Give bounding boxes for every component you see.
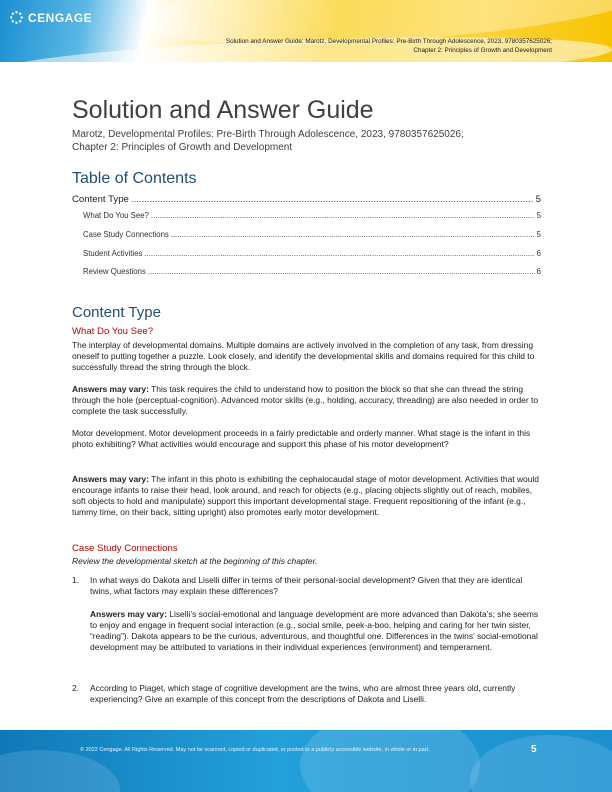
toc-leader bbox=[148, 267, 535, 276]
toc-page: 5 bbox=[535, 194, 541, 205]
page-title: Solution and Answer Guide bbox=[72, 96, 374, 124]
running-header-line2: Chapter 2: Principles of Growth and Development bbox=[413, 47, 552, 54]
answer-text: The infant in this photo is exhibiting the cephalocaudal stage of motor development. Activities that would encourage infants to raise their head, look around, and reach for objects (e.g., placing objects slightly out of reach, mobiles, soft objects to hold and manipulate) support this important developmental stage. Frequent repositioning of the infant (e.g., tummy time, on their back, sitting upright) also promotes early motor development. bbox=[72, 474, 540, 518]
list-item-question-2 bbox=[72, 683, 542, 705]
list-number: 2. bbox=[72, 683, 80, 693]
section-heading-content-type: Content Type bbox=[72, 304, 161, 321]
subheading-what-do-you-see: What Do You See? bbox=[72, 326, 154, 337]
list-item-question-1 bbox=[72, 575, 542, 597]
toc-leader bbox=[171, 230, 535, 239]
running-header bbox=[226, 37, 552, 55]
toc-page: 5 bbox=[536, 230, 541, 239]
paragraph-answer-1 bbox=[72, 384, 544, 417]
toc-entry-what-do-you-see[interactable] bbox=[83, 211, 541, 220]
answer-text: Liselli’s social-emotional and language development are more advanced than Dakota’s; she seems to enjoy and engage in frequent social interaction (e.g., social smile, peek-a-boo, helping and caring for her twin sister, “reading”). Dakota appears to be the curious, adventurous, and thoughtful one. Differences in the twins’ social-emotional development may be attributed to variations in their individual experiences (environment) and temperament. bbox=[90, 609, 539, 653]
toc-page: 5 bbox=[536, 211, 541, 220]
footer-decoration bbox=[470, 735, 612, 792]
cengage-logo-icon bbox=[9, 10, 24, 25]
subtitle-line2: Chapter 2: Principles of Growth and Development bbox=[72, 142, 293, 153]
subtitle-line1: Marotz, Developmental Profiles: Pre-Birth Through Adolescence, 2023, 9780357625026; bbox=[72, 129, 464, 140]
cengage-logo bbox=[9, 10, 92, 25]
toc-page: 6 bbox=[536, 267, 541, 276]
question-text: In what ways do Dakota and Liselli differ in terms of their personal-social development? Given that they are identical twins, what factors may explain these differences? bbox=[90, 575, 523, 597]
paragraph-answer-3 bbox=[90, 609, 542, 653]
list-number: 1. bbox=[72, 575, 80, 585]
answer-text: This task requires the child to understand how to position the block so that she can thread the string through the hole (perceptual-cognition). Advanced motor skills (e.g., holding, accuracy, threading) are also needed in order to complete the task successfully. bbox=[72, 384, 539, 417]
toc-heading: Table of Contents bbox=[72, 170, 197, 187]
page-number: 5 bbox=[531, 744, 537, 755]
answer-label: Answers may vary: bbox=[72, 474, 149, 484]
toc-label: Content Type bbox=[72, 194, 129, 205]
toc-leader bbox=[131, 194, 534, 205]
subheading-case-study: Case Study Connections bbox=[72, 543, 178, 554]
toc-entry-student-activities[interactable] bbox=[83, 249, 541, 258]
toc-page: 6 bbox=[536, 249, 541, 258]
brand-name: CENGAGE bbox=[28, 10, 93, 25]
running-header-line1: Solution and Answer Guide: Marotz, Developmental Profiles: Pre-Birth Through Adolescence, 2023, 9780357625026; bbox=[225, 38, 552, 45]
answer-label: Answers may vary: bbox=[90, 609, 167, 619]
paragraph-answer-2 bbox=[72, 474, 544, 518]
footer-banner bbox=[0, 730, 612, 792]
copyright-notice: © 2022 Cengage. All Rights Reserved. May not be scanned, copied or duplicated, or posted to a publicly accessible website, in whole or in part. bbox=[80, 747, 430, 753]
footer-decoration bbox=[0, 750, 120, 792]
case-study-intro: Review the developmental sketch at the beginning of this chapter. bbox=[72, 556, 318, 566]
question-text: According to Piaget, which stage of cognitive development are the twins, who are almost three years old, currently experiencing? Give an example of this concept from the descriptions of Dakota and Liselli. bbox=[90, 683, 516, 705]
page-subtitle bbox=[72, 128, 464, 154]
toc-entry-content-type[interactable] bbox=[72, 194, 541, 205]
toc-label: What Do You See? bbox=[83, 211, 149, 220]
paragraph-prompt-2: Motor development. Motor development proceeds in a fairly predictable and orderly manner. What stage is the infant in this photo exhibiting? What activities would encourage and support this phase of his motor development? bbox=[72, 428, 531, 450]
toc-label: Case Study Connections bbox=[83, 230, 169, 239]
toc-leader bbox=[144, 249, 534, 258]
answer-label: Answers may vary: bbox=[72, 384, 149, 394]
paragraph-prompt-1: The interplay of developmental domains. Multiple domains are actively involved in the completion of any task, from dressing oneself to putting together a puzzle. Look closely, and identify the developmental skills and domains required for this child to successfully thread the string through the block. bbox=[72, 340, 535, 373]
toc-entry-case-study[interactable] bbox=[83, 230, 541, 239]
toc-entry-review-questions[interactable] bbox=[83, 267, 541, 276]
toc-label: Review Questions bbox=[83, 267, 146, 276]
footer-decoration bbox=[300, 730, 480, 792]
toc-label: Student Activities bbox=[83, 249, 143, 258]
toc-leader bbox=[151, 211, 535, 220]
